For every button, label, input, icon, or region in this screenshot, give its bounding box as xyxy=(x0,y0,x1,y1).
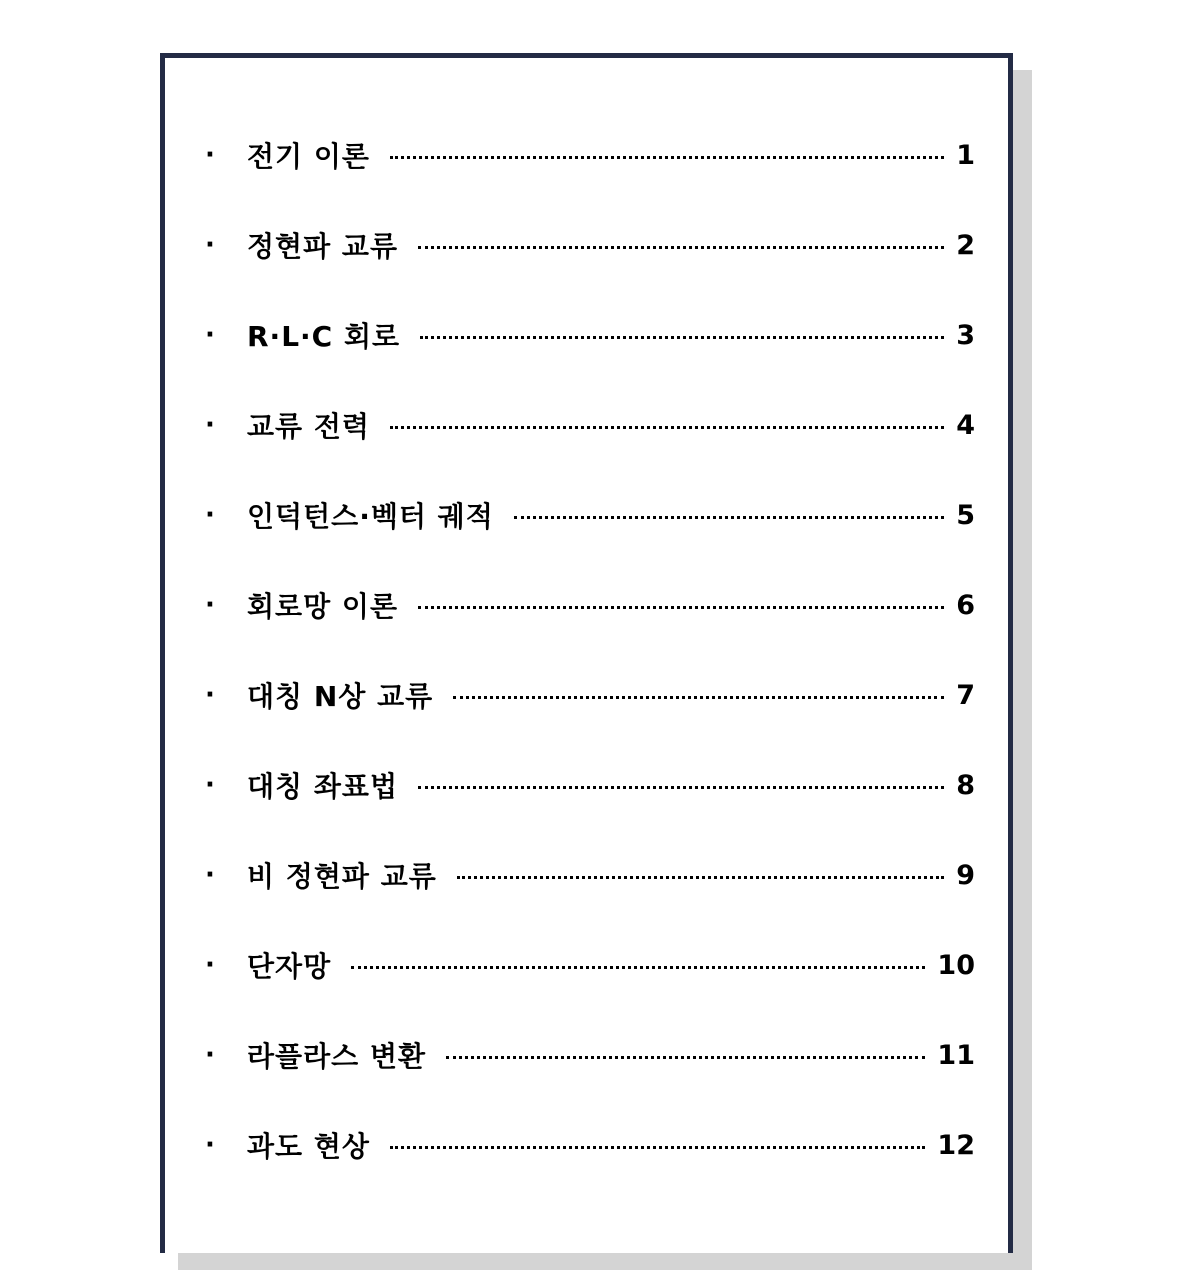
bullet: · xyxy=(205,680,215,710)
toc-entry-page: 6 xyxy=(956,589,975,621)
bullet: · xyxy=(205,950,215,980)
toc-entry-title: 회로망 이론 xyxy=(247,590,398,623)
toc-entry-page: 10 xyxy=(937,949,975,981)
dot-leader xyxy=(351,966,925,969)
toc-entry-title: 라플라스 변환 xyxy=(247,1040,427,1073)
dot-leader xyxy=(418,786,944,789)
bullet: · xyxy=(205,590,215,620)
toc-entry[interactable] xyxy=(205,1125,975,1165)
toc-entry[interactable] xyxy=(205,225,975,265)
dot-leader xyxy=(418,606,944,609)
toc-entry[interactable] xyxy=(205,315,975,355)
dot-leader xyxy=(418,246,944,249)
toc-entry-title: 단자망 xyxy=(247,950,332,983)
dot-leader xyxy=(390,1146,925,1149)
toc-entry-page: 1 xyxy=(956,139,975,171)
toc-entry-page: 9 xyxy=(956,859,975,891)
bullet: · xyxy=(205,860,215,890)
toc-entry-title: 과도 현상 xyxy=(247,1130,370,1163)
toc-entry-page: 7 xyxy=(956,679,975,711)
dot-leader xyxy=(514,516,944,519)
toc-entry-page: 8 xyxy=(956,769,975,801)
bullet: · xyxy=(205,1130,215,1160)
bullet: · xyxy=(205,320,215,350)
toc-entry-title: 대칭 N상 교류 xyxy=(247,680,434,713)
toc-entry-page: 11 xyxy=(937,1039,975,1071)
dot-leader xyxy=(420,336,944,339)
dot-leader xyxy=(453,696,944,699)
dot-leader xyxy=(390,156,944,159)
toc-entry[interactable] xyxy=(205,495,975,535)
toc-entry[interactable] xyxy=(205,675,975,715)
toc-entry[interactable] xyxy=(205,135,975,175)
dot-leader xyxy=(390,426,944,429)
bullet: · xyxy=(205,230,215,260)
toc-entry-page: 2 xyxy=(956,229,975,261)
bullet: · xyxy=(205,500,215,530)
dot-leader xyxy=(446,1056,925,1059)
toc-entry[interactable] xyxy=(205,405,975,445)
bullet: · xyxy=(205,1040,215,1070)
toc-entry-page: 4 xyxy=(956,409,975,441)
bullet: · xyxy=(205,770,215,800)
toc-entry-title: R·L·C 회로 xyxy=(247,320,401,353)
dot-leader xyxy=(457,876,944,879)
toc-entry[interactable] xyxy=(205,765,975,805)
toc-entry-title: 전기 이론 xyxy=(247,140,370,173)
toc-entry-page: 3 xyxy=(956,319,975,351)
toc-entry[interactable] xyxy=(205,585,975,625)
toc-entry-page: 12 xyxy=(937,1129,975,1161)
toc-entry[interactable] xyxy=(205,855,975,895)
bullet: · xyxy=(205,140,215,170)
document-page xyxy=(160,53,1013,1253)
bullet: · xyxy=(205,410,215,440)
toc-entry-title: 대칭 좌표법 xyxy=(247,770,398,803)
toc-entry[interactable] xyxy=(205,945,975,985)
toc-entry[interactable] xyxy=(205,1035,975,1075)
toc-entry-page: 5 xyxy=(956,499,975,531)
toc-entry-title: 정현파 교류 xyxy=(247,230,398,263)
toc-entry-title: 교류 전력 xyxy=(247,410,370,443)
toc-entry-title: 인덕턴스·벡터 궤적 xyxy=(247,500,494,533)
toc-entry-title: 비 정현파 교류 xyxy=(247,860,437,893)
